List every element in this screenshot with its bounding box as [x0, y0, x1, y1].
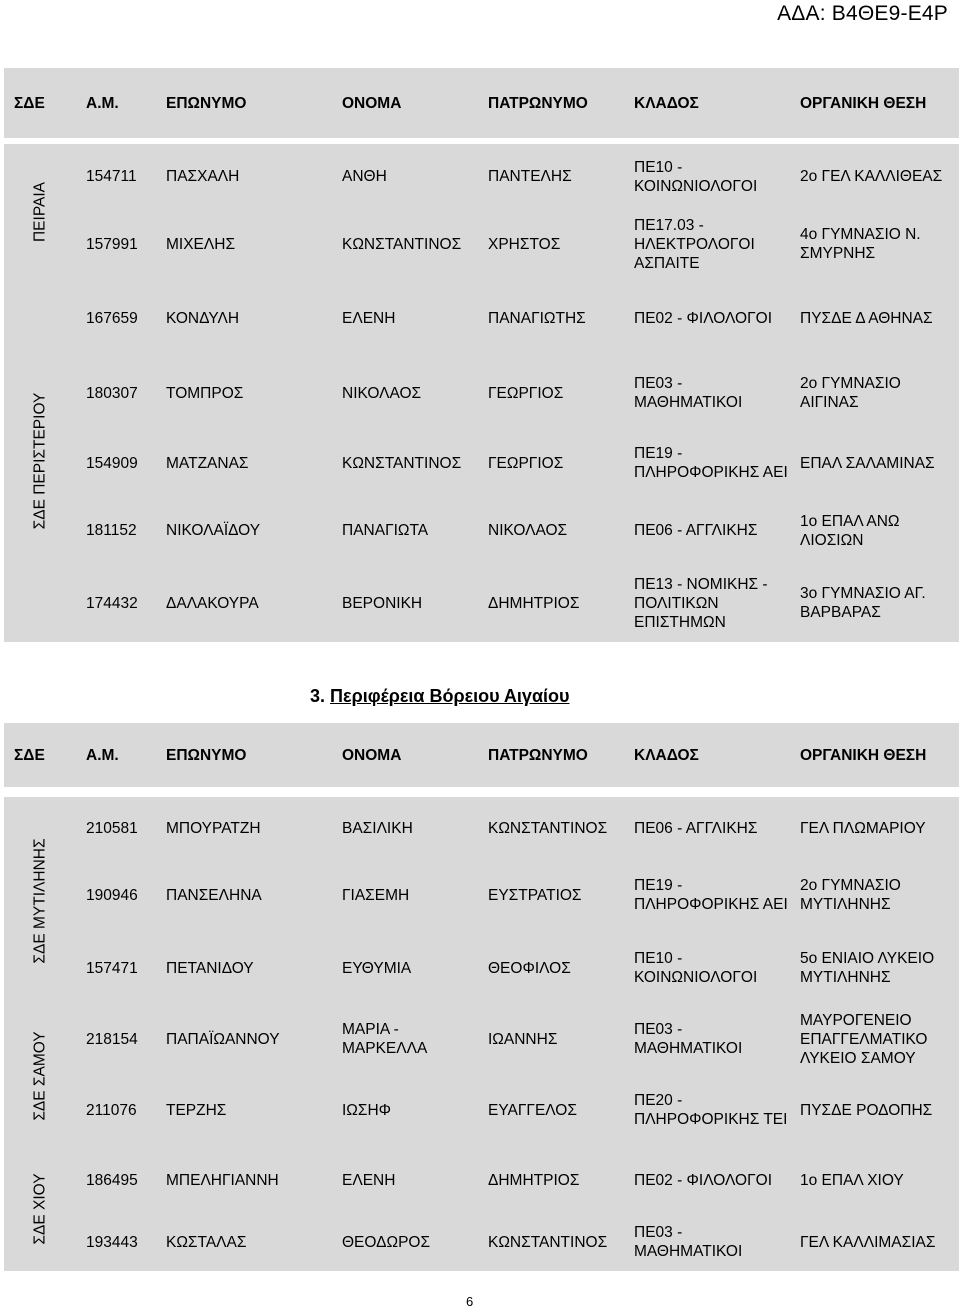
cell-position: 3ο ΓΥΜΝΑΣΙΟ ΑΓ. ΒΑΡΒΑΡΑΣ — [790, 564, 959, 642]
cell-father: ΓΕΩΡΓΙΟΣ — [478, 357, 624, 429]
table-row — [4, 859, 959, 931]
cell-father: ΚΩΝΣΤΑΝΤΙΝΟΣ — [478, 1213, 624, 1271]
col-header-am: Α.Μ. — [76, 723, 156, 787]
cell-name: ΒΕΡΟΝΙΚΗ — [332, 564, 478, 642]
cell-branch: ΠΕ03 - ΜΑΘΗΜΑΤΙΚΟΙ — [624, 357, 790, 429]
cell-position: ΜΑΥΡΟΓΕΝΕΙΟ ΕΠΑΓΓΕΛΜΑΤΙΚΟ ΛΥΚΕΙΟ ΣΑΜΟΥ — [790, 1005, 959, 1073]
cell-branch: ΠΕ17.03 - ΗΛΕΚΤΡΟΛΟΓΟΙ ΑΣΠΑΙΤΕ — [624, 209, 790, 279]
region-label: ΣΔΕ ΠΕΡΙΣΤΕΡΙΟΥ — [4, 357, 76, 564]
cell-name: ΚΩΝΣΤΑΝΤΙΝΟΣ — [332, 209, 478, 279]
cell-am: 154909 — [76, 429, 156, 497]
table-header — [4, 68, 959, 138]
col-header-position: ΟΡΓΑΝΙΚΗ ΘΕΣΗ — [790, 68, 959, 138]
cell-am: 211076 — [76, 1073, 156, 1147]
table-row — [4, 564, 959, 642]
section-title: 3. Περιφέρεια Βόρειου Αιγαίου — [310, 686, 570, 706]
col-header-father: ΠΑΤΡΩΝΥΜΟ — [478, 723, 624, 787]
cell-branch: ΠΕ02 - ΦΙΛΟΛΟΓΟΙ — [624, 1147, 790, 1213]
cell-surname: ΜΑΤΖΑΝΑΣ — [156, 429, 332, 497]
cell-father: ΔΗΜΗΤΡΙΟΣ — [478, 564, 624, 642]
col-header-father: ΠΑΤΡΩΝΥΜΟ — [478, 68, 624, 138]
cell-surname: ΔΑΛΑΚΟΥΡΑ — [156, 564, 332, 642]
cell-am: 157471 — [76, 931, 156, 1005]
table-row — [4, 1005, 959, 1073]
cell-father: ΝΙΚΟΛΑΟΣ — [478, 497, 624, 564]
cell-name: ΕΛΕΝΗ — [332, 279, 478, 357]
cell-branch: ΠΕ06 - ΑΓΓΛΙΚΗΣ — [624, 797, 790, 859]
cell-name: ΕΛΕΝΗ — [332, 1147, 478, 1213]
cell-surname: ΝΙΚΟΛΑΪΔΟΥ — [156, 497, 332, 564]
cell-position: 2ο ΓΥΜΝΑΣΙΟ ΑΙΓΙΝΑΣ — [790, 357, 959, 429]
cell-name: ΙΩΣΗΦ — [332, 1073, 478, 1147]
table-row — [4, 797, 959, 859]
col-header-sde: ΣΔΕ — [4, 723, 76, 787]
cell-branch: ΠΕ10 - ΚΟΙΝΩΝΙΟΛΟΓΟΙ — [624, 144, 790, 209]
cell-am: 180307 — [76, 357, 156, 429]
staff-table-2 — [4, 723, 959, 1271]
cell-position: 5ο ΕΝΙΑΙΟ ΛΥΚΕΙΟ ΜΥΤΙΛΗΝΗΣ — [790, 931, 959, 1005]
cell-name: ΜΑΡΙΑ - ΜΑΡΚΕΛΛΑ — [332, 1005, 478, 1073]
cell-am: 181152 — [76, 497, 156, 564]
cell-position: 4ο ΓΥΜΝΑΣΙΟ Ν. ΣΜΥΡΝΗΣ — [790, 209, 959, 279]
cell-surname: ΜΙΧΕΛΗΣ — [156, 209, 332, 279]
cell-position: 2ο ΓΥΜΝΑΣΙΟ ΜΥΤΙΛΗΝΗΣ — [790, 859, 959, 931]
cell-am: 218154 — [76, 1005, 156, 1073]
region-label — [4, 564, 76, 642]
cell-am: 157991 — [76, 209, 156, 279]
table-row — [4, 1073, 959, 1147]
region-label: ΣΔΕ ΜΥΤΙΛΗΝΗΣ — [4, 797, 76, 1005]
col-header-surname: ΕΠΩΝΥΜΟ — [156, 68, 332, 138]
col-header-position: ΟΡΓΑΝΙΚΗ ΘΕΣΗ — [790, 723, 959, 787]
cell-name: ΕΥΘΥΜΙΑ — [332, 931, 478, 1005]
cell-position: 1ο ΕΠΑΛ ΧΙΟΥ — [790, 1147, 959, 1213]
cell-am: 186495 — [76, 1147, 156, 1213]
region-label: ΣΔΕ ΧΙΟΥ — [4, 1147, 76, 1271]
cell-name: ΘΕΟΔΩΡΟΣ — [332, 1213, 478, 1271]
staff-table-1 — [4, 68, 959, 642]
cell-father: ΔΗΜΗΤΡΙΟΣ — [478, 1147, 624, 1213]
cell-name: ΝΙΚΟΛΑΟΣ — [332, 357, 478, 429]
cell-branch: ΠΕ02 - ΦΙΛΟΛΟΓΟΙ — [624, 279, 790, 357]
cell-father: ΕΥΣΤΡΑΤΙΟΣ — [478, 859, 624, 931]
cell-branch: ΠΕ19 - ΠΛΗΡΟΦΟΡΙΚΗΣ ΑΕΙ — [624, 859, 790, 931]
cell-position: ΠΥΣΔΕ Δ ΑΘΗΝΑΣ — [790, 279, 959, 357]
cell-position: ΕΠΑΛ ΣΑΛΑΜΙΝΑΣ — [790, 429, 959, 497]
cell-father: ΓΕΩΡΓΙΟΣ — [478, 429, 624, 497]
cell-surname: ΜΠΟΥΡΑΤΖΗ — [156, 797, 332, 859]
cell-name: ΒΑΣΙΛΙΚΗ — [332, 797, 478, 859]
ada-code: ΑΔΑ: Β4ΘΕ9-Ε4Ρ — [777, 2, 948, 25]
cell-father: ΕΥΑΓΓΕΛΟΣ — [478, 1073, 624, 1147]
col-header-name: ΟΝΟΜΑ — [332, 723, 478, 787]
table-row — [4, 497, 959, 564]
page-number: 6 — [466, 1294, 474, 1309]
cell-surname: ΠΑΝΣΕΛΗΝΑ — [156, 859, 332, 931]
table-row — [4, 357, 959, 429]
table-row — [4, 144, 959, 209]
cell-father: ΘΕΟΦΙΛΟΣ — [478, 931, 624, 1005]
table-header — [4, 723, 959, 787]
cell-branch: ΠΕ06 - ΑΓΓΛΙΚΗΣ — [624, 497, 790, 564]
table-row — [4, 429, 959, 497]
cell-branch: ΠΕ10 - ΚΟΙΝΩΝΙΟΛΟΓΟΙ — [624, 931, 790, 1005]
col-header-branch: ΚΛΑΔΟΣ — [624, 723, 790, 787]
cell-am: 193443 — [76, 1213, 156, 1271]
cell-position: 1ο ΕΠΑΛ ΑΝΩ ΛΙΟΣΙΩΝ — [790, 497, 959, 564]
col-header-name: ΟΝΟΜΑ — [332, 68, 478, 138]
cell-surname: ΤΕΡΖΗΣ — [156, 1073, 332, 1147]
cell-position: ΠΥΣΔΕ ΡΟΔΟΠΗΣ — [790, 1073, 959, 1147]
cell-branch: ΠΕ03 - ΜΑΘΗΜΑΤΙΚΟΙ — [624, 1005, 790, 1073]
cell-branch: ΠΕ03 - ΜΑΘΗΜΑΤΙΚΟΙ — [624, 1213, 790, 1271]
cell-branch: ΠΕ13 - ΝΟΜΙΚΗΣ - ΠΟΛΙΤΙΚΩΝ ΕΠΙΣΤΗΜΩΝ — [624, 564, 790, 642]
cell-branch: ΠΕ20 - ΠΛΗΡΟΦΟΡΙΚΗΣ ΤΕΙ — [624, 1073, 790, 1147]
cell-surname: ΤΟΜΠΡΟΣ — [156, 357, 332, 429]
cell-am: 167659 — [76, 279, 156, 357]
cell-surname: ΠΑΣΧΑΛΗ — [156, 144, 332, 209]
cell-father: ΠΑΝΤΕΛΗΣ — [478, 144, 624, 209]
cell-name: ΚΩΝΣΤΑΝΤΙΝΟΣ — [332, 429, 478, 497]
cell-surname: ΚΟΝΔΥΛΗ — [156, 279, 332, 357]
cell-name: ΓΙΑΣΕΜΗ — [332, 859, 478, 931]
cell-branch: ΠΕ19 - ΠΛΗΡΟΦΟΡΙΚΗΣ ΑΕΙ — [624, 429, 790, 497]
table-row — [4, 1213, 959, 1271]
col-header-am: Α.Μ. — [76, 68, 156, 138]
cell-father: ΚΩΝΣΤΑΝΤΙΝΟΣ — [478, 797, 624, 859]
cell-position: ΓΕΛ ΚΑΛΛΙΜΑΣΙΑΣ — [790, 1213, 959, 1271]
cell-father: ΧΡΗΣΤΟΣ — [478, 209, 624, 279]
cell-surname: ΚΩΣΤΑΛΑΣ — [156, 1213, 332, 1271]
col-header-branch: ΚΛΑΔΟΣ — [624, 68, 790, 138]
cell-position: 2ο ΓΕΛ ΚΑΛΛΙΘΕΑΣ — [790, 144, 959, 209]
cell-name: ΠΑΝΑΓΙΩΤΑ — [332, 497, 478, 564]
cell-am: 190946 — [76, 859, 156, 931]
table-row — [4, 209, 959, 279]
cell-father: ΠΑΝΑΓΙΩΤΗΣ — [478, 279, 624, 357]
region-label — [4, 279, 76, 357]
cell-surname: ΠΑΠΑΪΩΑΝΝΟΥ — [156, 1005, 332, 1073]
region-label: ΠΕΙΡΑΙΑ — [4, 144, 76, 279]
region-label: ΣΔΕ ΣΑΜΟΥ — [4, 1005, 76, 1147]
cell-surname: ΜΠΕΛΗΓΙΑΝΝΗ — [156, 1147, 332, 1213]
cell-am: 174432 — [76, 564, 156, 642]
table-row — [4, 1147, 959, 1213]
cell-position: ΓΕΛ ΠΛΩΜΑΡΙΟΥ — [790, 797, 959, 859]
cell-am: 154711 — [76, 144, 156, 209]
col-header-sde: ΣΔΕ — [4, 68, 76, 138]
cell-name: ΑΝΘΗ — [332, 144, 478, 209]
col-header-surname: ΕΠΩΝΥΜΟ — [156, 723, 332, 787]
cell-surname: ΠΕΤΑΝΙΔΟΥ — [156, 931, 332, 1005]
table-row — [4, 279, 959, 357]
table-row — [4, 931, 959, 1005]
cell-father: ΙΩΑΝΝΗΣ — [478, 1005, 624, 1073]
cell-am: 210581 — [76, 797, 156, 859]
